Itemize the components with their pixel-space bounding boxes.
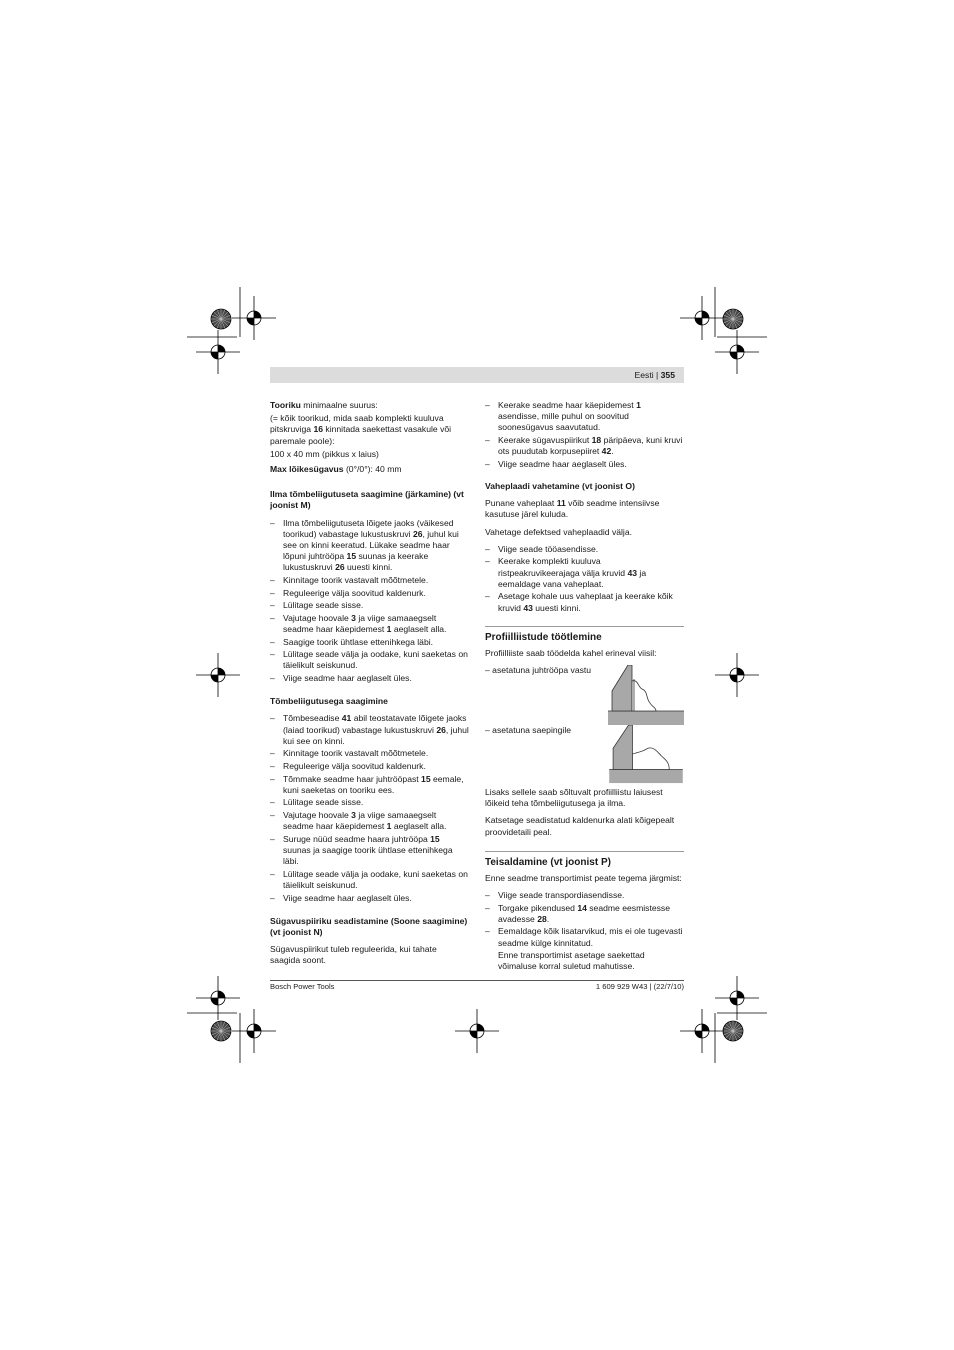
right-column [485, 400, 684, 979]
profile-option [485, 725, 684, 787]
list-item: – Vajutage hoovale 3 ja viige samaaegselt seadme haar käepidemest 1 aeglaselt alla. [270, 810, 469, 832]
profile-against-fence-figure [608, 665, 684, 725]
paragraph: Punane vaheplaat 11 võib seadme intensiivse kasutuse järel kuluda. [485, 498, 660, 520]
subheading: Ilma tõmbeliigutuseta saagimine (järkamine) (vt joonist M) [270, 489, 464, 511]
list-item: – Viige seade transpordiasendisse. [485, 890, 684, 901]
profile-option [485, 665, 684, 725]
list-item: – Saagige toorik ühtlase ettenihkega läbi. [270, 637, 469, 648]
paragraph: 100 x 40 mm (pikkus x laius) [270, 448, 379, 459]
list-item: – Viige seade tööasendisse. [485, 544, 684, 555]
list-item: – Asetage kohale uus vaheplaat ja keerake kõik kruvid 43 uuesti kinni. [485, 591, 684, 613]
page-header [270, 367, 684, 383]
section-heading: Profiilliistude töötlemine [485, 626, 684, 644]
list [270, 518, 469, 685]
list-item: – Keerake seadme haar käepidemest 1 asendisse, mille puhul on soovitud soonesügavus saavutatud. [485, 400, 684, 434]
paragraph: Katsetage seadistatud kaldenurka alati kõigepealt proovidetaili peal. [485, 815, 675, 837]
list-item: – Reguleerige välja soovitud kaldenurk. [270, 588, 469, 599]
list-item: – Keerake sügavuspiirikut 18 päripäeva, kuni kruvi ots puudutab korpusepiiret 42. [485, 435, 684, 457]
list-item: – Kinnitage toorik vastavalt mõõtmetele. [270, 575, 469, 586]
subheading: Tõmbeliigutusega saagimine [270, 696, 388, 707]
list-item: – Eemaldage kõik lisatarvikud, mis ei ole tugevasti seadme külge kinnitatud. [485, 926, 684, 948]
list-item: – Tõmbeseadise 41 abil teostatavate lõigete jaoks (laiad toorikud) vabastage lukustuskruvi 26, juhul kui see on kinni. [270, 713, 469, 747]
list-item: – Ilma tõmbeliigutuseta lõigete jaoks (väikesed toorikud) vabastage lukustuskruvi 26, juhul kui see on kinni keeratud. Lükake seadme haar lõpuni juhtrööpa 15 suunas ja keerake lukustuskruvi 26 uuesti kinni. [270, 518, 469, 574]
paragraph: (= kõik toorikud, mida saab komplekti kuuluva pitskruviga 16 kinnitada saekettast vasakule või paremale poole): [270, 413, 452, 446]
subheading: Sügavuspiiriku seadistamine (Soone saagimine) (vt joonist N) [270, 915, 468, 937]
list-item: – Keerake komplekti kuuluva ristpeakruvikeerajaga välja kruvid 43 ja eemaldage vana vaheplaat. [485, 556, 684, 590]
list-item: – Tõmmake seadme haar juhtrööpast 15 eemale, kuni saeketas on tooriku ees. [270, 774, 469, 796]
list [270, 713, 469, 903]
list-item: – Reguleerige välja soovitud kaldenurk. [270, 761, 469, 772]
list-item-continuation: Enne transportimist asetage saekettad võimaluse korral suletud mahutisse. [498, 950, 645, 972]
list [485, 400, 684, 470]
list-item: – Suruge nüüd seadme haara juhtrööpa 15 suunas ja saagige toorik ühtlase ettenihkega läbi. [270, 834, 469, 868]
profile-label: – asetatuna saepingile [485, 725, 572, 736]
list-item: – Lülitage seade sisse. [270, 600, 469, 611]
subheading: Vaheplaadi vahetamine (vt joonist O) [485, 481, 635, 491]
paragraph: Vahetage defektsed vaheplaadid välja. [485, 526, 632, 537]
left-column [270, 400, 469, 973]
list [485, 890, 684, 973]
header-text: Eesti | 355 [634, 370, 675, 380]
paragraph: Enne seadme transportimist peate tegema järgmist: [485, 872, 682, 883]
profile-on-table-figure [608, 725, 684, 785]
paragraph: Tooriku minimaalne suurus: [270, 400, 378, 410]
paragraph: Sügavuspiirikut tuleb reguleerida, kui tahate saagida soont. [270, 944, 437, 966]
paragraph: Max lõikesügavus (0°/0°): 40 mm [270, 464, 402, 475]
list-item: – Torgake pikendused 14 seadme eesmistesse avadesse 28. [485, 903, 684, 925]
paragraph: Lisaks sellele saab sõltuvalt profiilliistu laiusest lõikeid teha tõmbeliigutusega ja ilma. [485, 787, 663, 809]
page-number: 355 [660, 370, 675, 380]
list-item: – Lülitage seade välja ja oodake, kuni saeketas on täielikult seiskunud. [270, 649, 469, 671]
footer-doc-number: 1 609 929 W43 | (22/7/10) [595, 982, 684, 991]
paragraph: Profiilliiste saab töödelda kahel erineval viisil: [485, 647, 657, 658]
section-heading: Teisaldamine (vt joonist P) [485, 851, 684, 869]
list-item: – Lülitage seade sisse. [270, 797, 469, 808]
list-item: – Kinnitage toorik vastavalt mõõtmetele. [270, 748, 469, 759]
list [485, 544, 684, 614]
header-language: Eesti [634, 370, 654, 380]
profile-label: – asetatuna juhtrööpa vastu [485, 665, 592, 676]
list-item: – Lülitage seade välja ja oodake, kuni saeketas on täielikult seiskunud. [270, 869, 469, 891]
footer-brand: Bosch Power Tools [270, 982, 335, 991]
list-item: – Viige seadme haar aeglaselt üles. [270, 893, 469, 904]
list-item: – Vajutage hoovale 3 ja viige samaaegselt seadme haar käepidemest 1 aeglaselt alla. [270, 613, 469, 635]
list-item: – Viige seadme haar aeglaselt üles. [485, 459, 684, 470]
list-item: – Viige seadme haar aeglaselt üles. [270, 673, 469, 684]
footer-divider [270, 980, 684, 981]
